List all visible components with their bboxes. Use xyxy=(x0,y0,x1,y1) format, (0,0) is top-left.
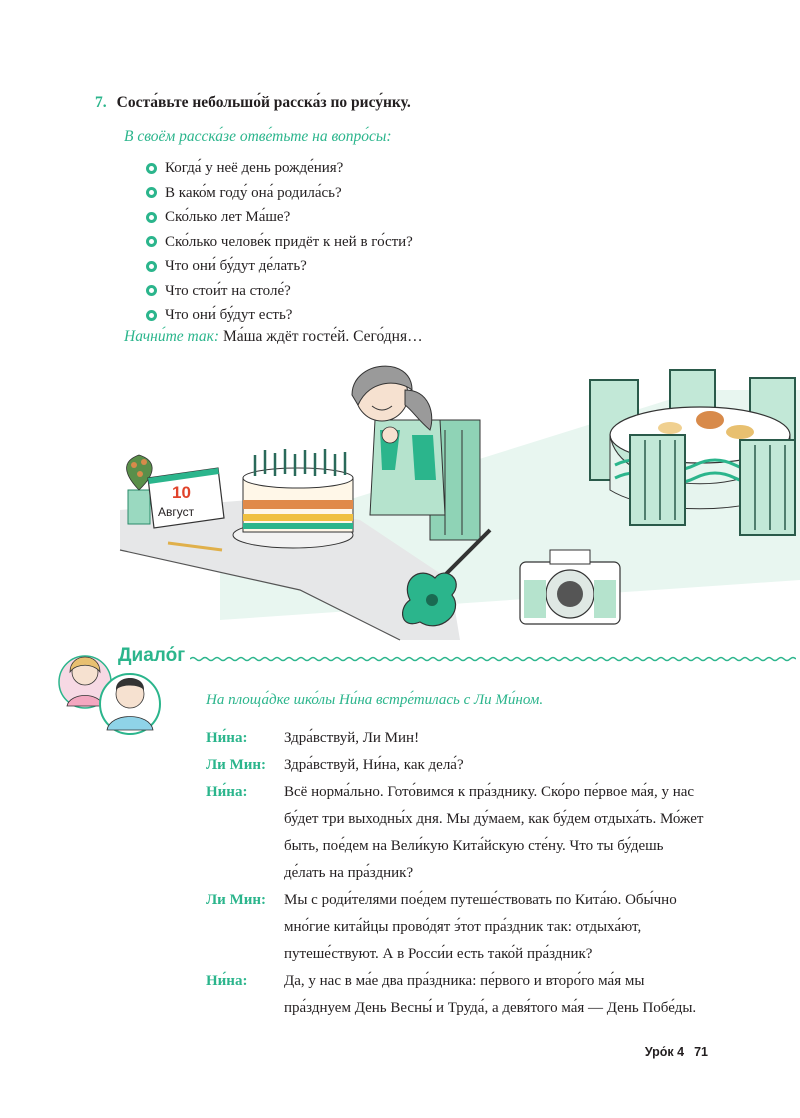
exercise-title-text: Соста́вьте небольшо́й расска́з по рису́нку. xyxy=(116,94,411,111)
line-text: Мы с роди́телями пое́дем путеше́ствовать по Кита́ю. Обы́чно мно́гие кита́йцы прово́дят э́тот пра́здник так: отдыха́ют, путеше́ствуют. А в Росси́и есть тако́й пра́здник? xyxy=(284,892,677,962)
list-item: Ско́лько лет Ма́ше? xyxy=(146,205,413,230)
question-list xyxy=(146,156,413,328)
dialog-line xyxy=(206,887,706,968)
speaker-label: Ли Мин: xyxy=(206,757,267,773)
birthday-illustration xyxy=(100,350,800,645)
page-number: 71 xyxy=(694,1045,708,1059)
dialog-lines xyxy=(206,725,706,1022)
birthday-cake-icon xyxy=(233,449,353,548)
list-item: Когда́ у неё день рожде́ния? xyxy=(146,156,413,181)
speaker-label: Ни́на: xyxy=(206,784,248,800)
bullet-icon xyxy=(146,236,157,247)
bullet-icon xyxy=(146,212,157,223)
dialog-heading: Диало́г xyxy=(118,645,186,666)
bullet-icon xyxy=(146,261,157,272)
dialog-divider xyxy=(190,656,796,662)
list-item: Ско́лько челове́к придёт к ней в го́сти? xyxy=(146,230,413,255)
boy-avatar-icon xyxy=(100,674,160,734)
list-item: Что стои́т на столе́? xyxy=(146,279,413,304)
exercise-title xyxy=(95,94,411,112)
list-item: Что они́ бу́дут де́лать? xyxy=(146,254,413,279)
dialog-line xyxy=(206,779,706,887)
flower-pot-icon xyxy=(127,455,153,524)
line-text: Всё норма́льно. Гото́вимся к пра́зднику. Ско́ро пе́рвое ма́я, у нас бу́дет три выходны́х дня. Мы ду́маем, как бу́дем отдыха́ть. Мо́жет быть, пое́дем на Вели́кую Кита́йскую сте́ну. Что ты бу́дешь де́лать на пра́здник? xyxy=(284,784,704,881)
bullet-icon xyxy=(146,163,157,174)
dialog-line xyxy=(206,725,706,752)
calendar-month: Август xyxy=(158,505,195,519)
dialog-line xyxy=(206,968,706,1022)
line-text: Да, у нас в ма́е два пра́здника: пе́рвого и второ́го ма́я мы пра́зднуем День Весны́ и Труда́, а девя́того ма́я — День Побе́ды. xyxy=(284,973,697,1016)
start-label: Начни́те так: xyxy=(124,328,220,345)
line-text: Здра́вствуй, Ли Мин! xyxy=(284,730,420,746)
list-item: В како́м году́ она́ родила́сь? xyxy=(146,181,413,206)
speaker-label: Ли Мин: xyxy=(206,892,267,908)
start-prompt xyxy=(124,328,423,346)
calendar-day: 10 xyxy=(172,483,191,502)
calendar-icon xyxy=(148,468,224,528)
lesson-label: Уро́к 4 xyxy=(644,1045,685,1059)
bullet-icon xyxy=(146,285,157,296)
list-item: Что они́ бу́дут есть? xyxy=(146,303,413,328)
speaker-label: Ни́на: xyxy=(206,973,248,989)
bullet-icon xyxy=(146,187,157,198)
bullet-icon xyxy=(146,310,157,321)
exercise-subtitle: В своём расска́зе отве́тьте на вопро́сы: xyxy=(124,128,392,145)
page-footer xyxy=(645,1045,708,1059)
start-text: Ма́ша ждёт госте́й. Сего́дня… xyxy=(222,328,423,345)
line-text: Здра́вствуй, Ни́на, как дела́? xyxy=(284,757,464,773)
woman-figure xyxy=(352,366,445,515)
exercise-number: 7. xyxy=(95,94,107,111)
dialog-intro: На площа́дке шко́лы Ни́на встре́тилась с Ли Ми́ном. xyxy=(206,692,544,708)
dialog-line xyxy=(206,752,706,779)
speaker-label: Ни́на: xyxy=(206,730,248,746)
